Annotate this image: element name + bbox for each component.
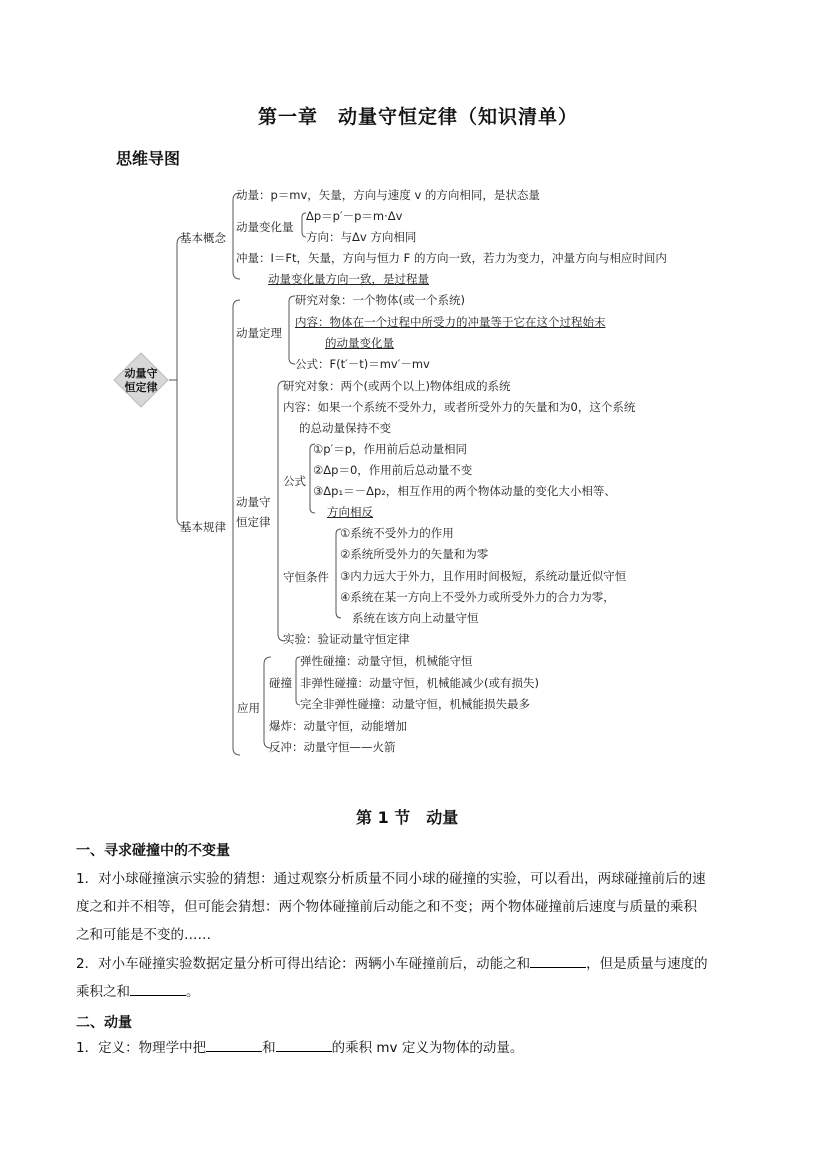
- conservation-experiment: 实验：验证动量守恒定律: [283, 632, 410, 646]
- collision-label: 碰撞: [269, 676, 292, 690]
- conservation-conditions-label: 守恒条件: [283, 570, 329, 584]
- conservation-label-line2: 恒定律: [236, 515, 271, 529]
- theorem-content-line1: 内容：物体在一个过程中所受力的冲量等于它在这个过程始末: [295, 315, 606, 329]
- momentum-change-label: 动量变化量: [236, 220, 294, 234]
- root-line-1: 动量守: [124, 367, 158, 380]
- mindmap-heading: 思维导图: [116, 149, 181, 168]
- condition-4-continued: 系统在该方向上动量守恒: [352, 611, 479, 625]
- part2-heading: 二、动量: [76, 1015, 132, 1031]
- basic-laws-label: 基本规律: [180, 520, 226, 534]
- application-label: 应用: [237, 701, 260, 715]
- formula-3: ③Δp₁＝－Δp₂，相互作用的两个物体动量的变化大小相等、: [313, 484, 616, 498]
- recoil: 反冲：动量守恒——火箭: [269, 740, 396, 754]
- conservation-content-line2: 的总动量保持不变: [299, 421, 391, 435]
- paragraph-1: [76, 865, 756, 949]
- inelastic-collision: 非弹性碰撞：动量守恒，机械能减少(或有损失): [300, 676, 539, 690]
- formula-1: ①p′＝p，作用前后总动量相同: [313, 442, 468, 456]
- theorem-content-line2: 的动量变化量: [325, 336, 394, 350]
- formula-3-continued: 方向相反: [327, 505, 373, 519]
- mindmap-root: [113, 367, 169, 395]
- impulse-definition-line1: 冲量：I＝Ft，矢量，方向与恒力 F 的方向一致，若力为变力，冲量方向与相应时间内: [236, 251, 667, 265]
- root-line-2: 恒定律: [124, 381, 158, 394]
- momentum-change-formula: Δp＝p′－p＝m·Δv: [306, 209, 403, 223]
- paragraph-1-line3: 之和可能是不变的……: [76, 927, 211, 943]
- fill-blank[interactable]: [130, 981, 186, 996]
- condition-1: ①系统不受外力的作用: [340, 526, 454, 540]
- paragraph-2: [76, 950, 776, 1006]
- momentum-change-direction: 方向：与Δv 方向相同: [306, 230, 417, 244]
- conservation-content-line1: 内容：如果一个系统不受外力，或者所受外力的矢量和为0，这个系统: [283, 400, 636, 414]
- elastic-collision: 弹性碰撞：动量守恒，机械能守恒: [300, 654, 473, 668]
- fill-blank[interactable]: [276, 1037, 332, 1052]
- condition-4: ④系统在某一方向上不受外力或所受外力的合力为零，: [340, 590, 615, 604]
- paragraph-1-line2: 度之和并不相等，但可能会猜想：两个物体碰撞前后动能之和不变；两个物体碰撞前后速度与质量的乘积: [76, 899, 697, 915]
- definition-line: 1．定义：物理学中把 和 的乘积 mv 定义为物体的动量。: [76, 1034, 776, 1062]
- theorem-object: 研究对象：一个物体(或一个系统): [295, 293, 465, 307]
- paragraph-1-line1: 1．对小球碰撞演示实验的猜想：通过观察分析质量不同小球的碰撞的实验，可以看出，两球碰撞前后的速: [76, 871, 706, 887]
- fill-blank[interactable]: [206, 1037, 262, 1052]
- conservation-object: 研究对象：两个(或两个以上)物体组成的系统: [283, 379, 511, 393]
- perfect-inelastic-collision: 完全非弹性碰撞：动量守恒，机械能损失最多: [300, 697, 530, 711]
- explosion: 爆炸：动量守恒，动能增加: [269, 719, 407, 733]
- section-title: 第 1 节 动量: [356, 808, 459, 827]
- paragraph-2-line1: 2．对小车碰撞实验数据定量分析可得出结论：两辆小车碰撞前后，动能之和 ，但是质量与速度的: [76, 950, 776, 978]
- momentum-theorem-label: 动量定理: [236, 326, 282, 340]
- impulse-definition-line2: 动量变化量方向一致，是过程量: [268, 272, 429, 286]
- page-title: 第一章 动量守恒定律（知识清单）: [258, 106, 579, 128]
- conservation-label-line1: 动量守: [236, 495, 271, 509]
- fill-blank[interactable]: [530, 953, 586, 968]
- momentum-definition: 动量：p＝mv，矢量，方向与速度 v 的方向相同，是状态量: [236, 188, 540, 202]
- formula-2: ②Δp＝0，作用前后总动量不变: [313, 463, 473, 477]
- basic-concepts-label: 基本概念: [180, 231, 226, 245]
- formula-label: 公式: [283, 474, 306, 488]
- condition-2: ②系统所受外力的矢量和为零: [340, 547, 489, 561]
- part1-heading: 一、寻求碰撞中的不变量: [76, 843, 230, 859]
- theorem-formula: 公式：F(t′－t)＝mv′－mv: [295, 357, 430, 371]
- paragraph-2-line2: 乘积之和 。: [76, 978, 776, 1006]
- condition-3: ③内力远大于外力，且作用时间极短，系统动量近似守恒: [340, 569, 627, 583]
